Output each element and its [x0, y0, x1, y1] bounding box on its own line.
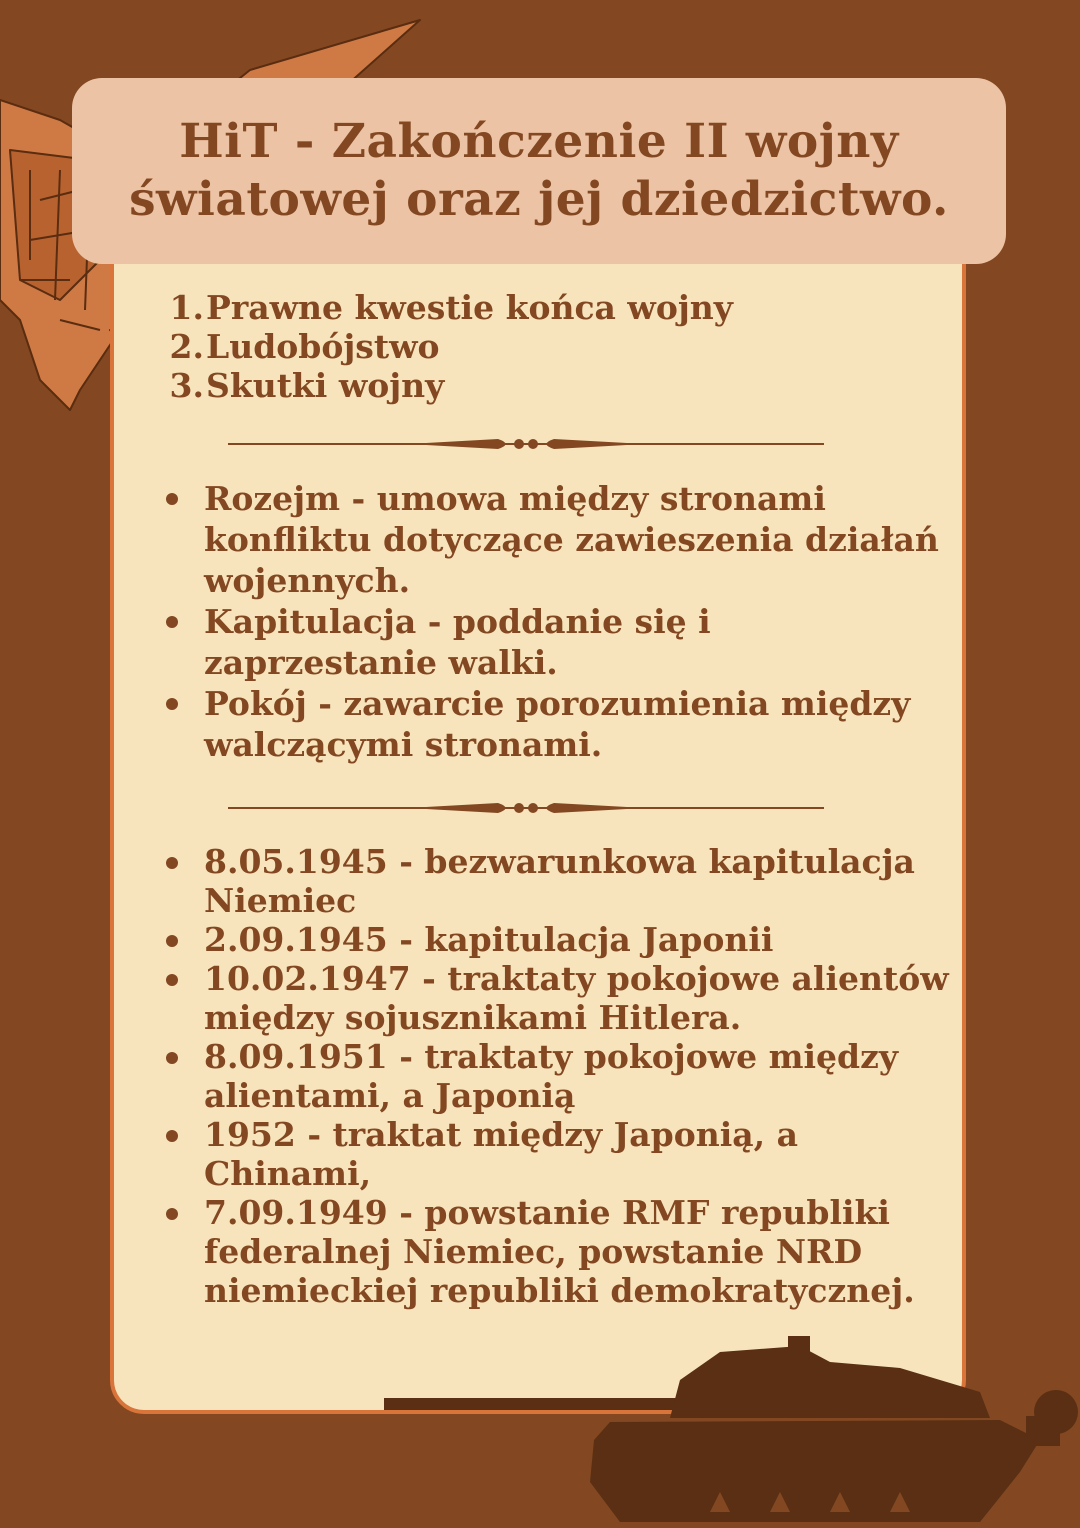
toc-label: Ludobójstwo [206, 327, 440, 366]
toc-number: 2. [169, 327, 204, 366]
toc-number: 1. [169, 288, 204, 327]
definitions-list [162, 478, 952, 765]
toc-number: 3. [169, 366, 204, 405]
definition-item: Rozejm - umowa między stronami konfliktu dotyczące zawieszenia działań wojennych. [162, 478, 952, 601]
date-item: 8.09.1951 - traktaty pokojowe między alientami, a Japonią [162, 1037, 952, 1115]
toc-label: Prawne kwestie końca wojny [206, 288, 733, 327]
definition-item: Kapitulacja - poddanie się i zaprzestanie walki. [162, 601, 952, 683]
definition-item: Pokój - zawarcie porozumienia między walczącymi stronami. [162, 683, 952, 765]
ornament-divider-icon [228, 434, 824, 454]
toc-item [166, 327, 733, 366]
page-title: HiT - Zakończenie II wojny światowej oraz jej dziedzictwo. [129, 114, 949, 227]
date-item: 7.09.1949 - powstanie RMF republiki federalnej Niemiec, powstanie NRD niemieckiej republiki demokratycznej. [162, 1193, 952, 1310]
toc-item [166, 366, 733, 405]
table-of-contents [166, 288, 733, 405]
title-box [72, 78, 1006, 264]
tank-icon [380, 1322, 1080, 1528]
toc-item [166, 288, 733, 327]
date-item: 2.09.1945 - kapitulacja Japonii [162, 920, 952, 959]
date-item: 8.05.1945 - bezwarunkowa kapitulacja Niemiec [162, 842, 952, 920]
ornament-divider-icon [228, 798, 824, 818]
date-item: 1952 - traktat między Japonią, a Chinami, [162, 1115, 952, 1193]
date-item: 10.02.1947 - traktaty pokojowe alientów między sojusznikami Hitlera. [162, 959, 952, 1037]
toc-label: Skutki wojny [206, 366, 445, 405]
dates-list [162, 842, 952, 1310]
